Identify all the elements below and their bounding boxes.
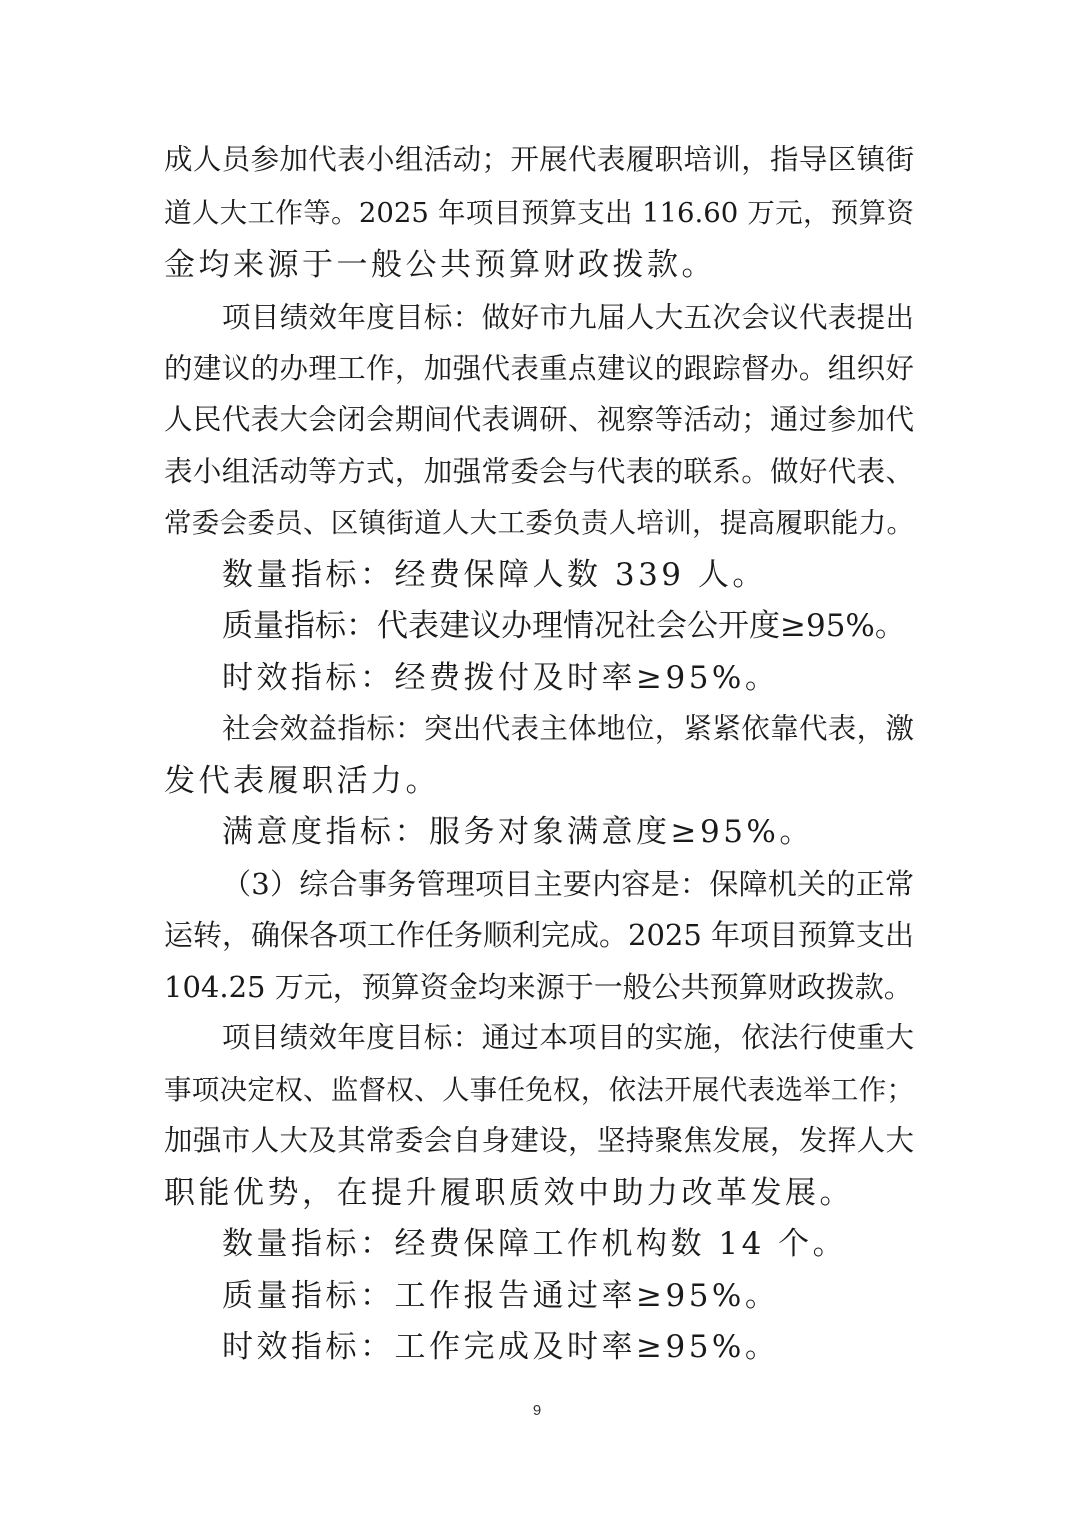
text-line: 加强市人大及其常委会自身建设，坚持聚焦发展，发挥人大: [164, 1124, 914, 1157]
text-line: 发代表履职活力。: [164, 763, 440, 799]
text-line: 的建议的办理工作，加强代表重点建议的跟踪督办。组织好: [164, 352, 914, 385]
text-line: （3）综合事务管理项目主要内容是：保障机关的正常: [222, 867, 914, 901]
text-line: 成人员参加代表小组活动；开展代表履职培训，指导区镇街: [164, 143, 914, 176]
page-number: 9: [532, 1402, 542, 1419]
text-line: 质量指标：工作报告通过率≥95%。: [222, 1278, 780, 1314]
text-line: 满意度指标：服务对象满意度≥95%。: [222, 814, 814, 850]
text-line: 104.25 万元，预算资金均来源于一般公共预算财政拨款。: [164, 970, 913, 1004]
text-line: 人民代表大会闭会期间代表调研、视察等活动；通过参加代: [164, 403, 914, 436]
text-line: 时效指标：工作完成及时率≥95%。: [222, 1329, 780, 1365]
text-line: 表小组活动等方式，加强常委会与代表的联系。做好代表、: [164, 455, 914, 488]
text-line: 质量指标：代表建议办理情况社会公开度≥95%。: [222, 608, 906, 644]
text-line: 数量指标：经费保障人数 339 人。: [222, 557, 767, 593]
text-line: 时效指标：经费拨付及时率≥95%。: [222, 660, 780, 696]
text-line: 事项决定权、监督权、人事任免权，依法开展代表选举工作；: [164, 1074, 914, 1106]
text-line: 项目绩效年度目标：通过本项目的实施，依法行使重大: [222, 1021, 914, 1054]
text-line: 职能优势，在提升履职质效中助力改革发展。: [164, 1175, 854, 1211]
text-line: 数量指标：经费保障工作机构数 14 个。: [222, 1226, 848, 1262]
text-line: 项目绩效年度目标：做好市九届人大五次会议代表提出: [222, 301, 914, 334]
text-line: 常委会委员、区镇街道人大工委负责人培训，提高履职能力。: [164, 507, 914, 539]
text-line: 社会效益指标：突出代表主体地位，紧紧依靠代表，激: [222, 712, 914, 745]
text-line: 运转，确保各项工作任务顺利完成。2025 年项目预算支出: [164, 918, 915, 952]
text-line: 金均来源于一般公共预算财政拨款。: [164, 247, 716, 283]
text-line: 道人大工作等。2025 年项目预算支出 116.60 万元，预算资: [164, 197, 914, 229]
